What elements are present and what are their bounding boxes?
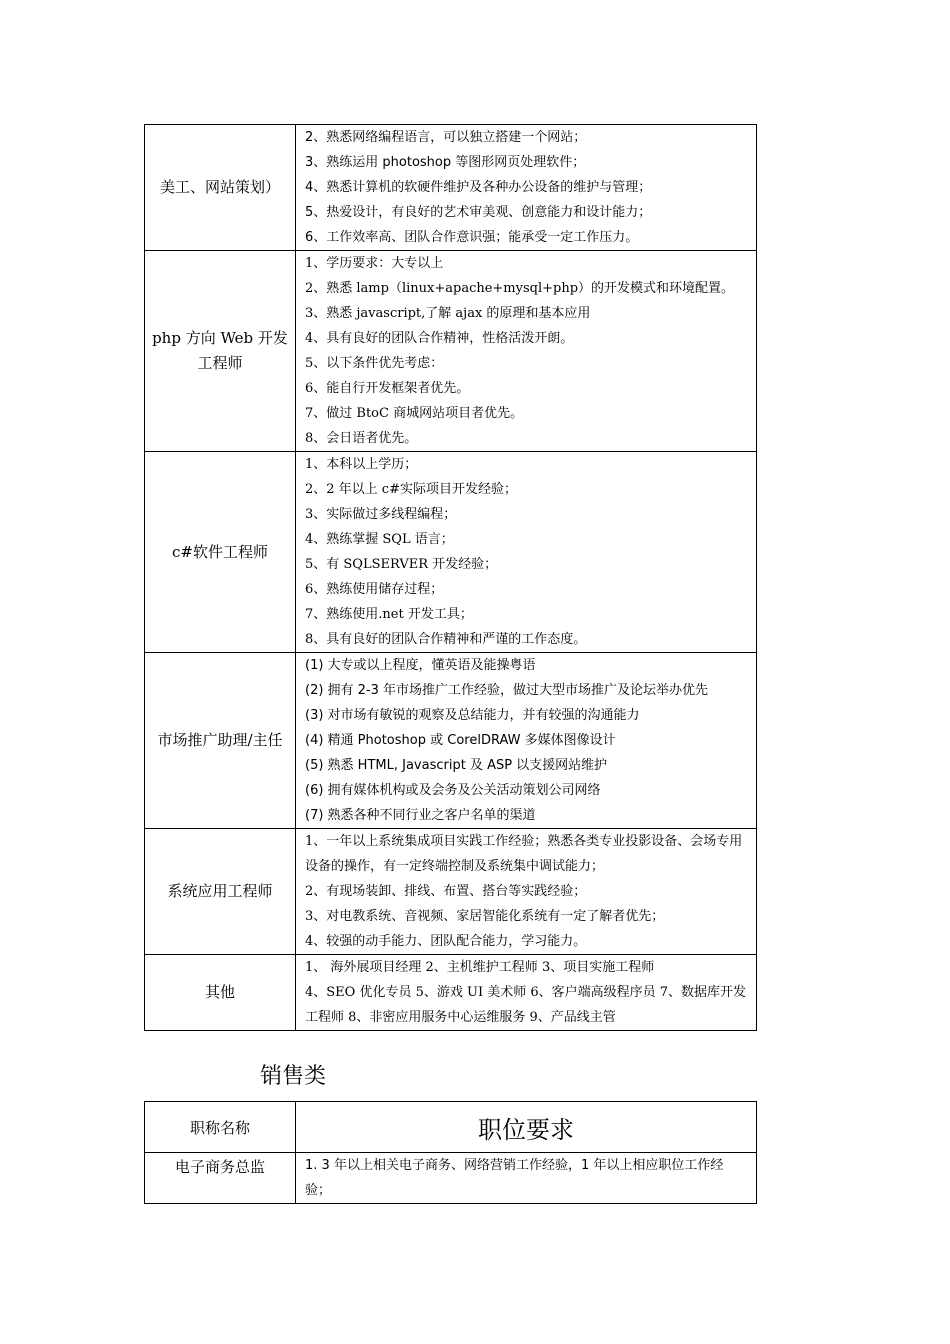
job-requirements — [296, 1153, 757, 1204]
requirement-item: 3、对电教系统、音视频、家居智能化系统有一定了解者优先； — [305, 909, 665, 924]
job-requirements — [296, 452, 757, 653]
requirement-item: 3、熟练运用 photoshop 等图形网页处理软件； — [305, 155, 586, 170]
job-requirements-table — [144, 124, 757, 1031]
requirement-item: 1. 3 年以上相关电子商务、网络营销工作经验，1 年以上相应职位工作经验； — [305, 1158, 724, 1198]
header-job-title: 职称名称 — [145, 1102, 296, 1153]
table-row — [145, 452, 757, 653]
requirement-item: (6) 拥有媒体机构或及会务及公关活动策划公司网络 — [305, 783, 601, 798]
job-title: 美工、网站策划） — [145, 125, 296, 251]
requirement-item: 4、SEO 优化专员 5、游戏 UI 美术师 6、客户端高级程序员 7、数据库开发工程师 8、非密应用服务中心运维服务 9、产品线主管 — [305, 985, 747, 1025]
requirement-item: (1) 大专或以上程度，懂英语及能操粤语 — [305, 658, 536, 673]
job-requirements — [296, 955, 757, 1031]
requirement-item: 5、热爱设计，有良好的艺术审美观、创意能力和设计能力； — [305, 205, 652, 220]
job-title: 系统应用工程师 — [145, 829, 296, 955]
table-row — [145, 125, 757, 251]
job-requirements — [296, 251, 757, 452]
requirement-item: 4、具有良好的团队合作精神，性格活泼开朗。 — [305, 331, 574, 346]
requirement-item: (2) 拥有 2-3 年市场推广工作经验，做过大型市场推广及论坛举办优先 — [305, 683, 709, 698]
job-requirements — [296, 653, 757, 829]
requirement-item: 3、熟悉 javascript,了解 ajax 的原理和基本应用 — [305, 306, 591, 321]
requirement-item: (3) 对市场有敏锐的观察及总结能力，并有较强的沟通能力 — [305, 708, 640, 723]
requirement-item: 6、能自行开发框架者优先。 — [305, 381, 470, 396]
job-requirements — [296, 125, 757, 251]
sales-requirements-table — [144, 1101, 757, 1204]
job-title: 其他 — [145, 955, 296, 1031]
requirement-item: 1、一年以上系统集成项目实践工作经验；熟悉各类专业投影设备、会场专用设备的操作，有一定终端控制及系统集中调试能力； — [305, 834, 743, 874]
requirement-item: 7、做过 BtoC 商城网站项目者优先。 — [305, 406, 524, 421]
job-title: 市场推广助理/主任 — [145, 653, 296, 829]
requirement-item: 2、2 年以上 c#实际项目开发经验； — [305, 482, 517, 497]
requirement-item: 1、学历要求：大专以上 — [305, 256, 444, 271]
header-job-requirements: 职位要求 — [296, 1102, 757, 1153]
requirement-item: 6、工作效率高、团队合作意识强；能承受一定工作压力。 — [305, 230, 639, 245]
requirement-item: 1、本科以上学历； — [305, 457, 418, 472]
requirement-item: 5、以下条件优先考虑： — [305, 356, 444, 371]
requirement-item: (5) 熟悉 HTML, Javascript 及 ASP 以支援网站维护 — [305, 758, 608, 773]
requirement-item: 2、熟悉网络编程语言，可以独立搭建一个网站； — [305, 130, 587, 145]
job-title: c#软件工程师 — [145, 452, 296, 653]
requirement-item: 4、熟悉计算机的软硬件维护及各种办公设备的维护与管理； — [305, 180, 652, 195]
table-row — [145, 955, 757, 1031]
job-title: 电子商务总监 — [145, 1153, 296, 1204]
job-requirements-body — [145, 125, 757, 1031]
table-row — [145, 829, 757, 955]
requirement-item: 1、 海外展项目经理 2、主机维护工程师 3、项目实施工程师 — [305, 960, 655, 975]
sales-header-row — [145, 1102, 757, 1153]
requirement-item: 3、实际做过多线程编程； — [305, 507, 457, 522]
requirement-item: 6、熟练使用储存过程； — [305, 582, 444, 597]
job-title: php 方向 Web 开发工程师 — [145, 251, 296, 452]
requirement-item: 5、有 SQLSERVER 开发经验； — [305, 557, 498, 572]
requirement-item: 2、熟悉 lamp（linux+apache+mysql+php）的开发模式和环境配置。 — [305, 281, 735, 296]
table-row — [145, 653, 757, 829]
requirement-item: 8、具有良好的团队合作精神和严谨的工作态度。 — [305, 632, 587, 647]
requirement-item: (7) 熟悉各种不同行业之客户名单的渠道 — [305, 808, 536, 823]
requirement-item: 4、较强的动手能力、团队配合能力，学习能力。 — [305, 934, 587, 949]
job-requirements — [296, 829, 757, 955]
requirement-item: 4、熟练掌握 SQL 语言； — [305, 532, 454, 547]
requirement-item: 2、有现场装卸、排线、布置、搭台等实践经验； — [305, 884, 587, 899]
table-row — [145, 1153, 757, 1204]
section-heading-sales: 销售类 — [260, 1064, 327, 1089]
table-row — [145, 251, 757, 452]
requirement-item: (4) 精通 Photoshop 或 CorelDRAW 多媒体图像设计 — [305, 733, 616, 748]
requirement-item: 7、熟练使用.net 开发工具； — [305, 607, 473, 622]
requirement-item: 8、会日语者优先。 — [305, 431, 418, 446]
